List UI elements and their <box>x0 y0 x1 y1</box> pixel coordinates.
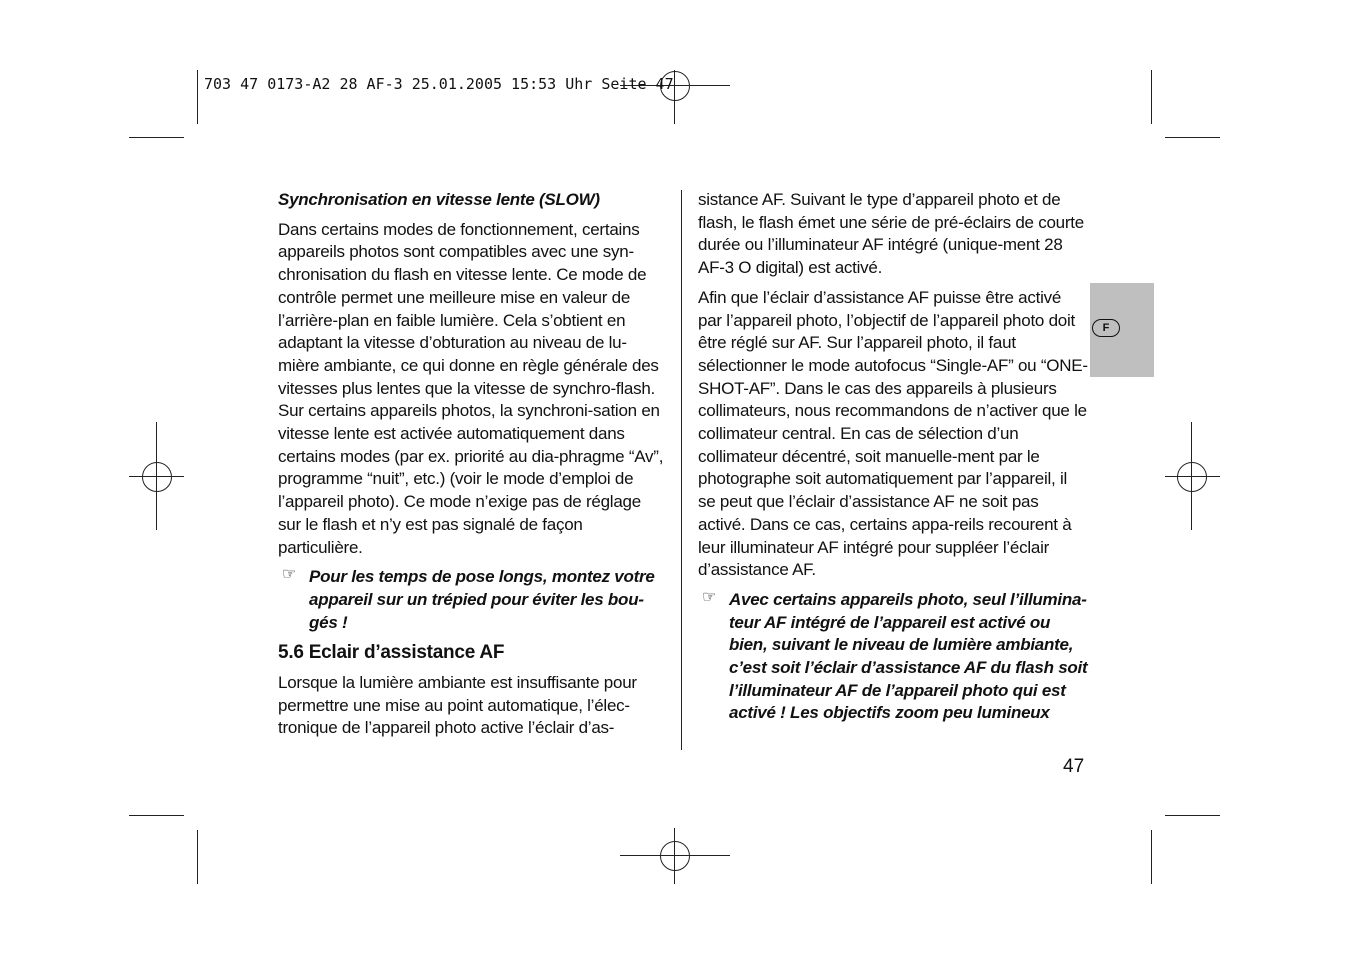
registration-mark-icon <box>1177 462 1207 492</box>
print-slug: 703 47 0173-A2 28 AF-3 25.01.2005 15:53 Uhr Seite 47 <box>204 75 674 93</box>
pointing-hand-icon: ☞ <box>282 566 297 584</box>
crop-mark <box>1165 137 1220 138</box>
page-number: 47 <box>1063 756 1085 777</box>
body-paragraph: Dans certains modes de fonctionnement, certains appareils photos sont compatibles avec une syn-chronisation du flash en vitesse lente. Ce mode de contrôle permet une meilleure mise en valeur de l’arrière-plan en faible lumière. Cela s’obtient en adaptant la vitesse d’obturation au niveau de lu-mière ambiante, ce qui donne en règle générale des vitesses plus lentes que la vitesse de synchro-flash. Sur certains appareils photos, la synchroni-sation en vitesse lente est activée automatiquement dans certains modes (par ex. priorité au dia-phragme “Av”, programme “nuit”, etc.) (voir le mode d’emploi de l’appareil photo). Ce mode n’exige pas de réglage sur le flash et n’y est pas signalé de façon particulière. <box>278 219 664 557</box>
crop-mark <box>1151 70 1152 124</box>
column-divider <box>681 190 682 750</box>
crop-mark <box>129 815 184 816</box>
left-column <box>278 189 668 747</box>
registration-mark-icon <box>142 462 172 492</box>
crop-mark <box>197 70 198 124</box>
crop-mark <box>1165 815 1220 816</box>
body-paragraph: Lorsque la lumière ambiante est insuffisante pour permettre une mise au point automatique, l’élec-tronique de l’appareil photo active l’éclair d’as- <box>278 673 637 738</box>
section-title: 5.6 Eclair d’assistance AF <box>278 642 505 664</box>
right-column <box>698 189 1088 733</box>
crop-mark <box>129 137 184 138</box>
crop-mark <box>1151 830 1152 884</box>
registration-mark-icon <box>660 841 690 871</box>
pointing-hand-icon: ☞ <box>702 588 717 606</box>
tip-note-text: Avec certains appareils photo, seul l’illumina-teur AF intégré de l’appareil est activé ou bien, suivant le niveau de lumière ambiante, c’est soit l’éclair d’assistance AF du flash soit l’illuminateur AF de l’appareil photo qui est activé ! Les objectifs zoom peu lumineux <box>729 589 1088 723</box>
subheading: Synchronisation en vitesse lente (SLOW) <box>278 190 600 209</box>
body-paragraph: Afin que l’éclair d’assistance AF puisse être activé par l’appareil photo, l’objectif de l’appareil photo doit être réglé sur AF. Sur l’appareil photo, il faut sélectionner le mode autofocus “Single-AF” ou “ONE-SHOT-AF”. Dans le cas des appareils à plusieurs collimateurs, nous recommandons de n’activer que le collimateur central. En cas de sélection d’un collimateur décentré, soit manuelle-ment par le photographe soit automatiquement par l’appareil, il se peut que l’éclair d’assistance AF ne soit pas activé. Dans ce cas, certains appa-reils recourent à leur illuminateur AF intégré pour suppléer l’éclair d’assistance AF. <box>698 287 1088 580</box>
body-paragraph: sistance AF. Suivant le type d’appareil photo et de flash, le flash émet une série de pré-éclairs de courte durée ou l’illuminateur AF intégré (unique-ment 28 AF-3 O digital) est activé. <box>698 190 1084 278</box>
tip-note <box>278 566 668 634</box>
language-badge: F <box>1092 319 1120 337</box>
tip-note <box>698 589 1088 725</box>
crop-mark <box>197 830 198 884</box>
language-tab <box>1090 283 1154 377</box>
tip-note-text: Pour les temps de pose longs, montez votre appareil sur un trépied pour éviter les bou-gés ! <box>309 567 655 632</box>
